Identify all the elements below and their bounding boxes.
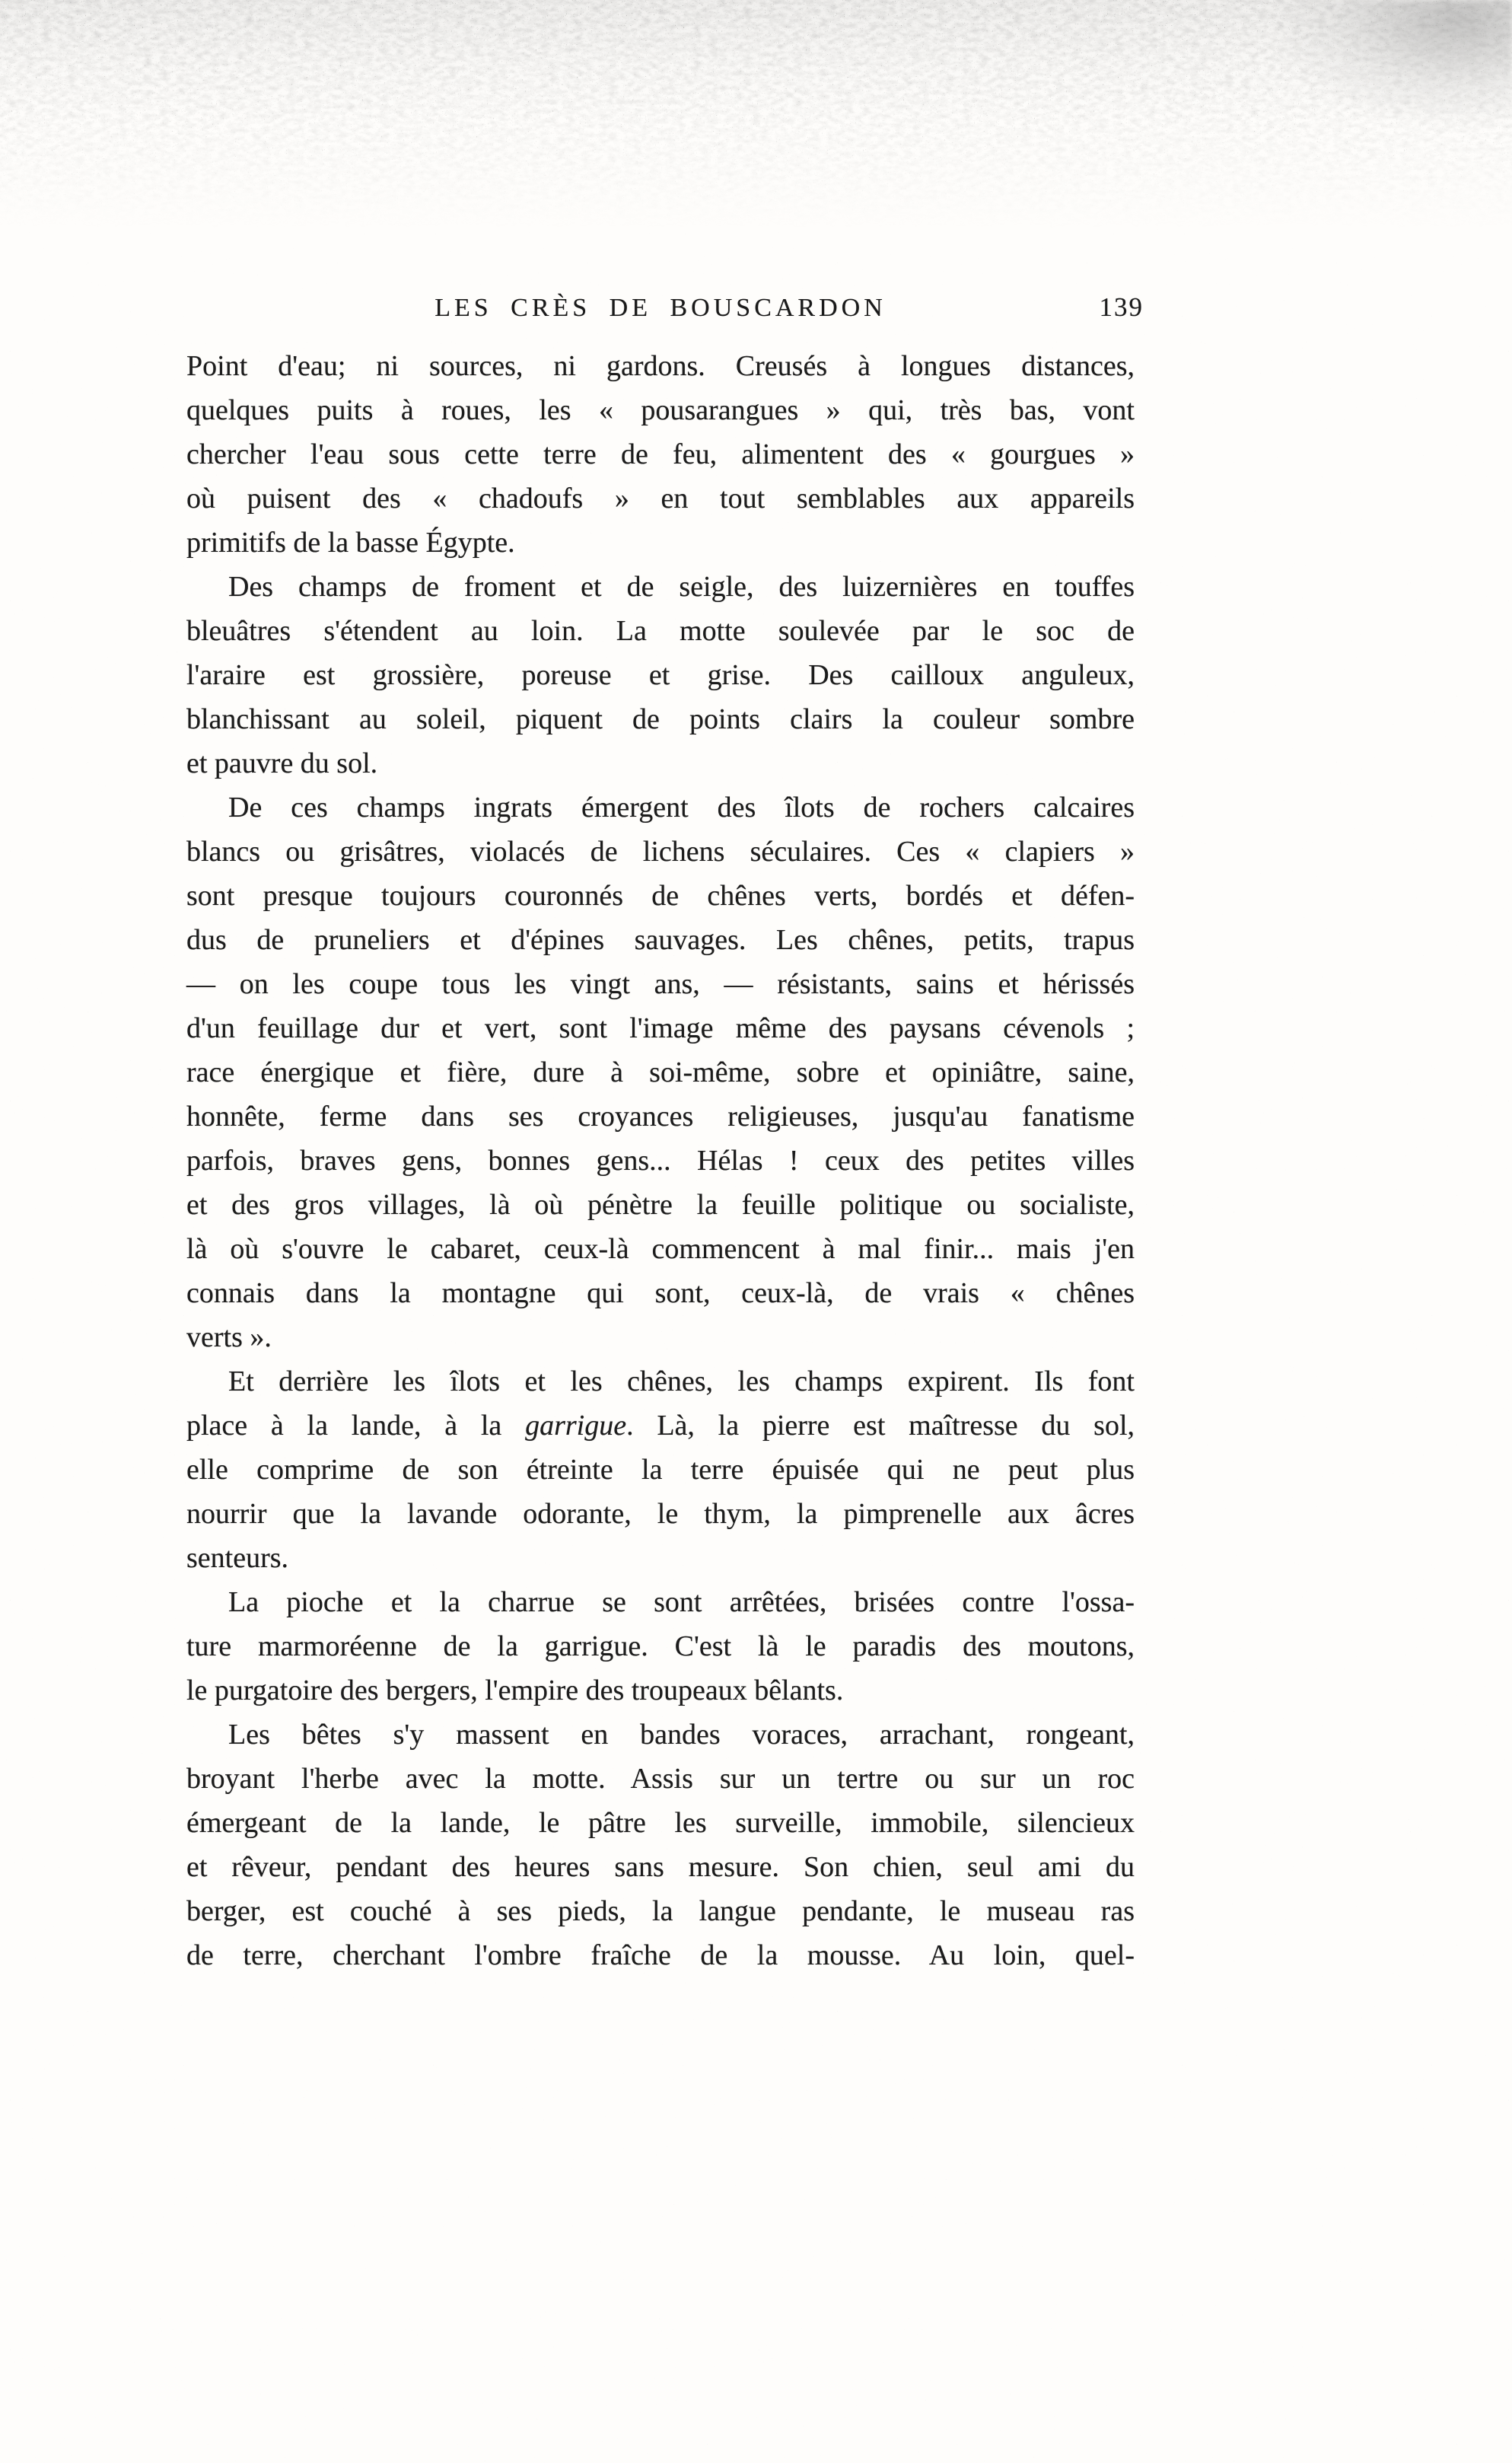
text-line: ture marmoréenne de la garrigue. C'est là le paradis des moutons, (186, 1630, 1135, 1662)
text-line: l'araire est grossière, poreuse et grise. Des cailloux anguleux, (186, 659, 1135, 691)
page-number: 139 (1099, 292, 1144, 322)
text-line: blancs ou grisâtres, violacés de lichens séculaires. Ces « clapiers » (186, 836, 1135, 868)
text-line: La pioche et la charrue se sont arrêtées, brisées contre l'ossa- (228, 1586, 1135, 1618)
text-line: broyant l'herbe avec la motte. Assis sur un tertre ou sur un roc (186, 1763, 1135, 1795)
text-line: bleuâtres s'étendent au loin. La motte soulevée par le soc de (186, 615, 1135, 647)
text-line: quelques puits à roues, les « pousarangues » qui, très bas, vont (186, 394, 1135, 426)
text-line: connais dans la montagne qui sont, ceux-là, de vrais « chênes (186, 1277, 1135, 1309)
text-line: là où s'ouvre le cabaret, ceux-là commencent à mal finir... mais j'en (186, 1233, 1135, 1265)
page-header (186, 292, 1144, 329)
text-line: senteurs. (186, 1542, 289, 1574)
text-line: Des champs de froment et de seigle, des luizernières en touffes (228, 571, 1135, 603)
text-line: sont presque toujours couronnés de chênes verts, bordés et défen- (186, 880, 1135, 912)
text-line: berger, est couché à ses pieds, la langue pendante, le museau ras (186, 1895, 1135, 1927)
scan-corner-smudge (1268, 0, 1512, 129)
paragraph (186, 1713, 1135, 1977)
text-line: où puisent des « chadoufs » en tout semblables aux appareils (186, 483, 1135, 515)
text-line: dus de pruneliers et d'épines sauvages. Les chênes, petits, trapus (186, 924, 1135, 956)
text-line: de terre, cherchant l'ombre fraîche de la mousse. Au loin, quel- (186, 1939, 1135, 1971)
paragraph (186, 565, 1135, 785)
body-text (186, 344, 1135, 1977)
text-line: place à la lande, à la garrigue. Là, la pierre est maîtresse du sol, (186, 1410, 1135, 1442)
text-line: le purgatoire des bergers, l'empire des troupeaux bêlants. (186, 1674, 844, 1706)
text-line: émergeant de la lande, le pâtre les surveille, immobile, silencieux (186, 1807, 1135, 1839)
paragraph (186, 1580, 1135, 1713)
text-line: et rêveur, pendant des heures sans mesure. Son chien, seul ami du (186, 1851, 1135, 1883)
text-line: elle comprime de son étreinte la terre épuisée qui ne peut plus (186, 1454, 1135, 1486)
text-line: race énergique et fière, dure à soi-même, sobre et opiniâtre, saine, (186, 1056, 1135, 1088)
paragraph (186, 1359, 1135, 1580)
text-line: De ces champs ingrats émergent des îlots de rochers calcaires (228, 792, 1135, 824)
text-line: parfois, braves gens, bonnes gens... Hélas ! ceux des petites villes (186, 1145, 1135, 1177)
text-line: d'un feuillage dur et vert, sont l'image même des paysans cévenols ; (186, 1012, 1135, 1044)
text-line: blanchissant au soleil, piquent de points clairs la couleur sombre (186, 703, 1135, 735)
running-title: LES CRÈS DE BOUSCARDON (435, 294, 887, 322)
text-line: Et derrière les îlots et les chênes, les champs expirent. Ils font (228, 1365, 1135, 1397)
text-line: — on les coupe tous les vingt ans, — résistants, sains et hérissés (186, 968, 1135, 1000)
scan-gray-wash (0, 0, 1512, 122)
text-line: et des gros villages, là où pénètre la feuille politique ou socialiste, (186, 1189, 1135, 1221)
text-line: et pauvre du sol. (186, 747, 378, 779)
text-line: nourrir que la lavande odorante, le thym, la pimprenelle aux âcres (186, 1498, 1135, 1530)
paragraph (186, 344, 1135, 565)
text-line: chercher l'eau sous cette terre de feu, alimentent des « gourgues » (186, 438, 1135, 470)
text-line: Point d'eau; ni sources, ni gardons. Creusés à longues distances, (186, 350, 1135, 382)
paragraph (186, 785, 1135, 1359)
text-line: verts ». (186, 1321, 272, 1353)
text-line: Les bêtes s'y massent en bandes voraces, arrachant, rongeant, (228, 1719, 1135, 1751)
text-line: primitifs de la basse Égypte. (186, 527, 515, 559)
text-line: honnête, ferme dans ses croyances religieuses, jusqu'au fanatisme (186, 1101, 1135, 1133)
